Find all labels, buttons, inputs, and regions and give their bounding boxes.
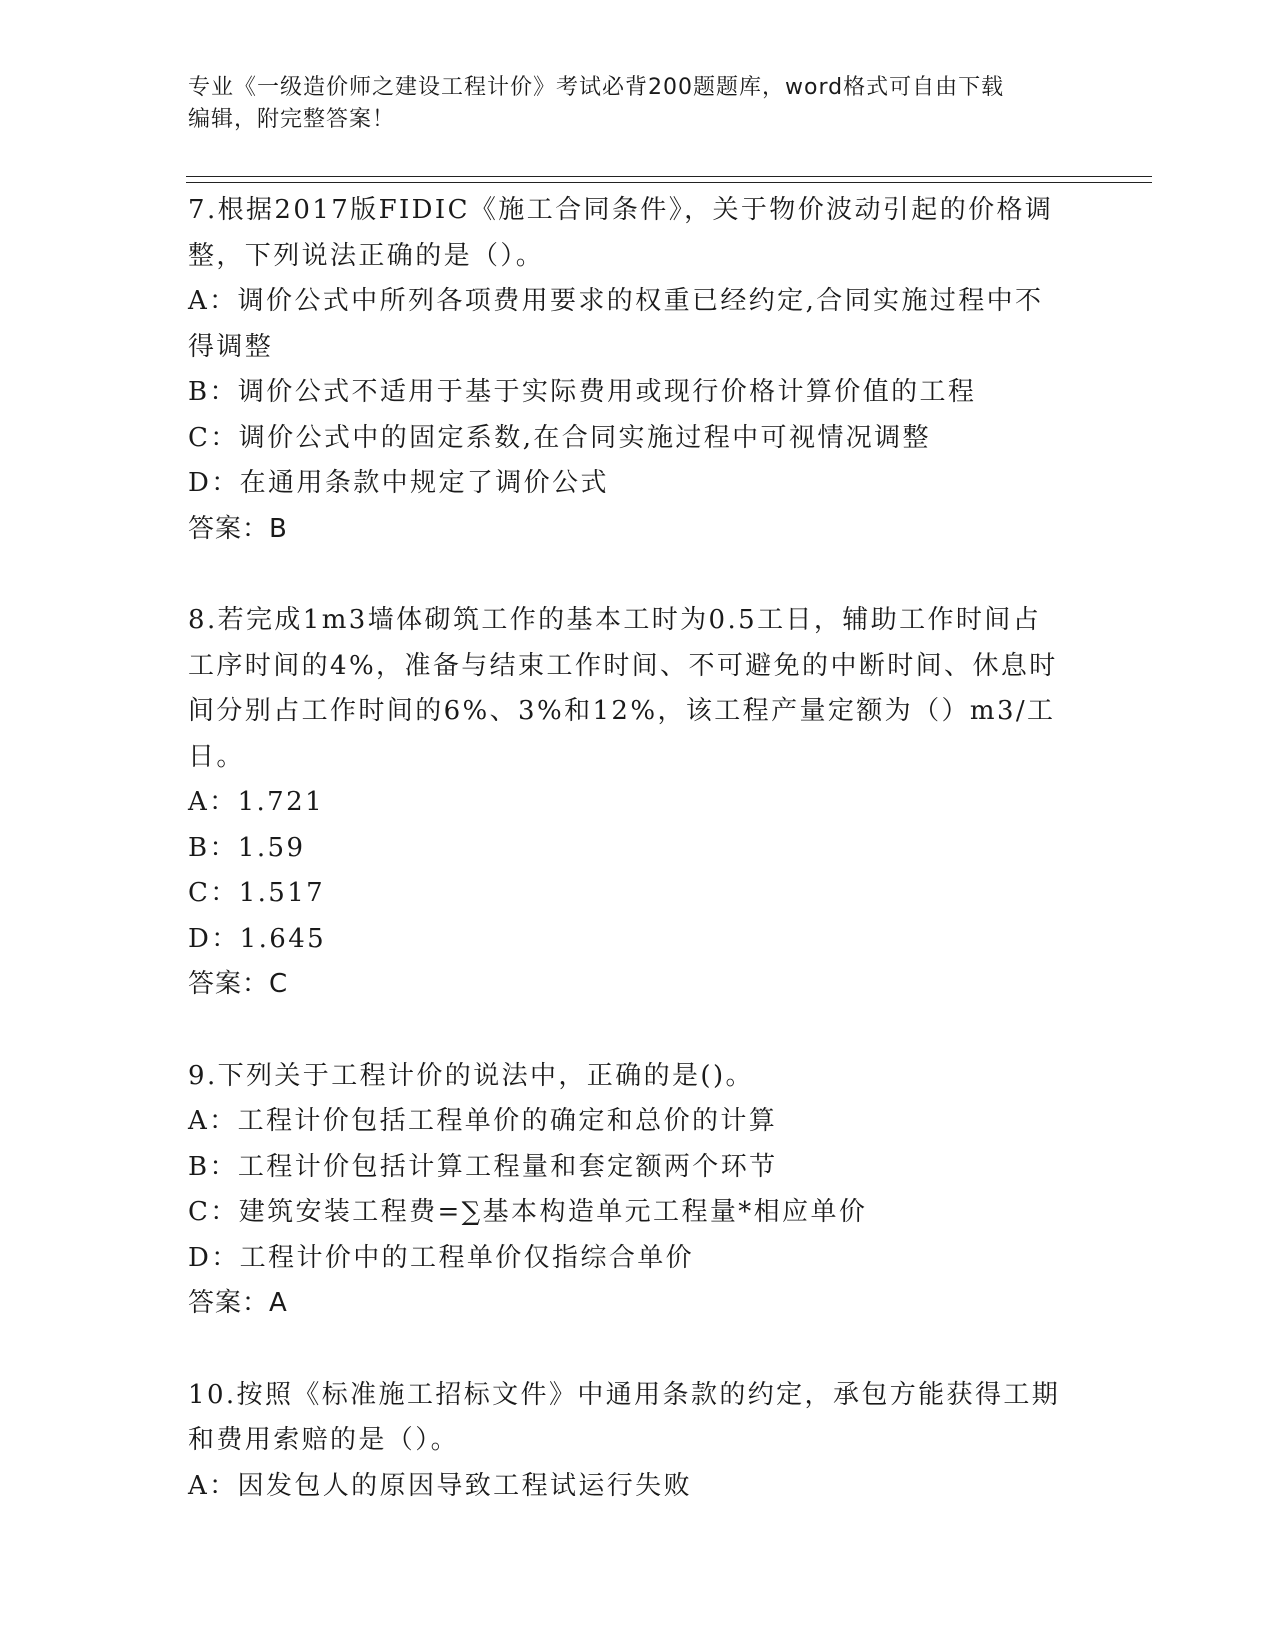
option-c: C：建筑安装工程费=∑基本构造单元工程量*相应单价	[188, 1197, 868, 1227]
question-10	[188, 1373, 1088, 1510]
question-9	[188, 1054, 1088, 1327]
question-7	[188, 188, 1088, 552]
option-b: B：工程计价包括计算工程量和套定额两个环节	[188, 1151, 778, 1182]
question-list	[188, 188, 1088, 1509]
question-stem-line: 10.按照《标准施工招标文件》中通用条款的约定，承包方能获得工期	[188, 1379, 1061, 1410]
question-stem-line: 7.根据2017版FIDIC《施工合同条件》，关于物价波动引起的价格调	[188, 195, 1054, 225]
answer-label: 答案：B	[188, 513, 288, 544]
option-a-continued: 得调整	[188, 331, 274, 362]
option-c: C：1.517	[188, 878, 326, 908]
option-b: B：1.59	[188, 832, 306, 863]
question-stem-line: 9.下列关于工程计价的说法中，正确的是()。	[188, 1060, 754, 1091]
answer-label: 答案：A	[188, 1288, 288, 1318]
question-stem-line: 工序时间的4%，准备与结束工作时间、不可避免的中断时间、休息时	[188, 650, 1058, 681]
option-d: D：在通用条款中规定了调价公式	[188, 468, 609, 498]
spacer	[188, 1327, 1088, 1373]
option-a: A：调价公式中所列各项费用要求的权重已经约定,合同实施过程中不	[188, 286, 1044, 316]
option-d: D：1.645	[188, 923, 327, 954]
spacer	[188, 1008, 1088, 1054]
question-stem-line: 和费用索赔的是（）。	[188, 1425, 460, 1455]
answer-label: 答案：C	[188, 969, 289, 999]
option-a: A：因发包人的原因导致工程试运行失败	[188, 1470, 692, 1501]
option-c: C：调价公式中的固定系数,在合同实施过程中可视情况调整	[188, 422, 931, 453]
header-line-1: 专业《一级造价师之建设工程计价》考试必背200题题库，word格式可自由下载	[188, 75, 1005, 100]
question-8	[188, 598, 1088, 1008]
option-a: A：1.721	[188, 787, 325, 817]
question-stem-line: 间分别占工作时间的6%、3%和12%，该工程产量定额为（）m3/工日。	[188, 696, 1056, 772]
header-divider-bottom	[186, 182, 1152, 183]
spacer	[188, 552, 1088, 598]
document-header	[188, 72, 1068, 136]
option-b: B：调价公式不适用于基于实际费用或现行价格计算价值的工程	[188, 377, 977, 407]
header-divider-top	[186, 176, 1152, 177]
option-d: D：工程计价中的工程单价仅指综合单价	[188, 1242, 695, 1273]
header-line-2: 编辑，附完整答案！	[188, 107, 396, 132]
question-stem-line: 整，下列说法正确的是（）。	[188, 240, 545, 271]
option-a: A：工程计价包括工程单价的确定和总价的计算	[188, 1106, 778, 1136]
question-stem-line: 8.若完成1m3墙体砌筑工作的基本工时为0.5工日，辅助工作时间占	[188, 605, 1042, 635]
